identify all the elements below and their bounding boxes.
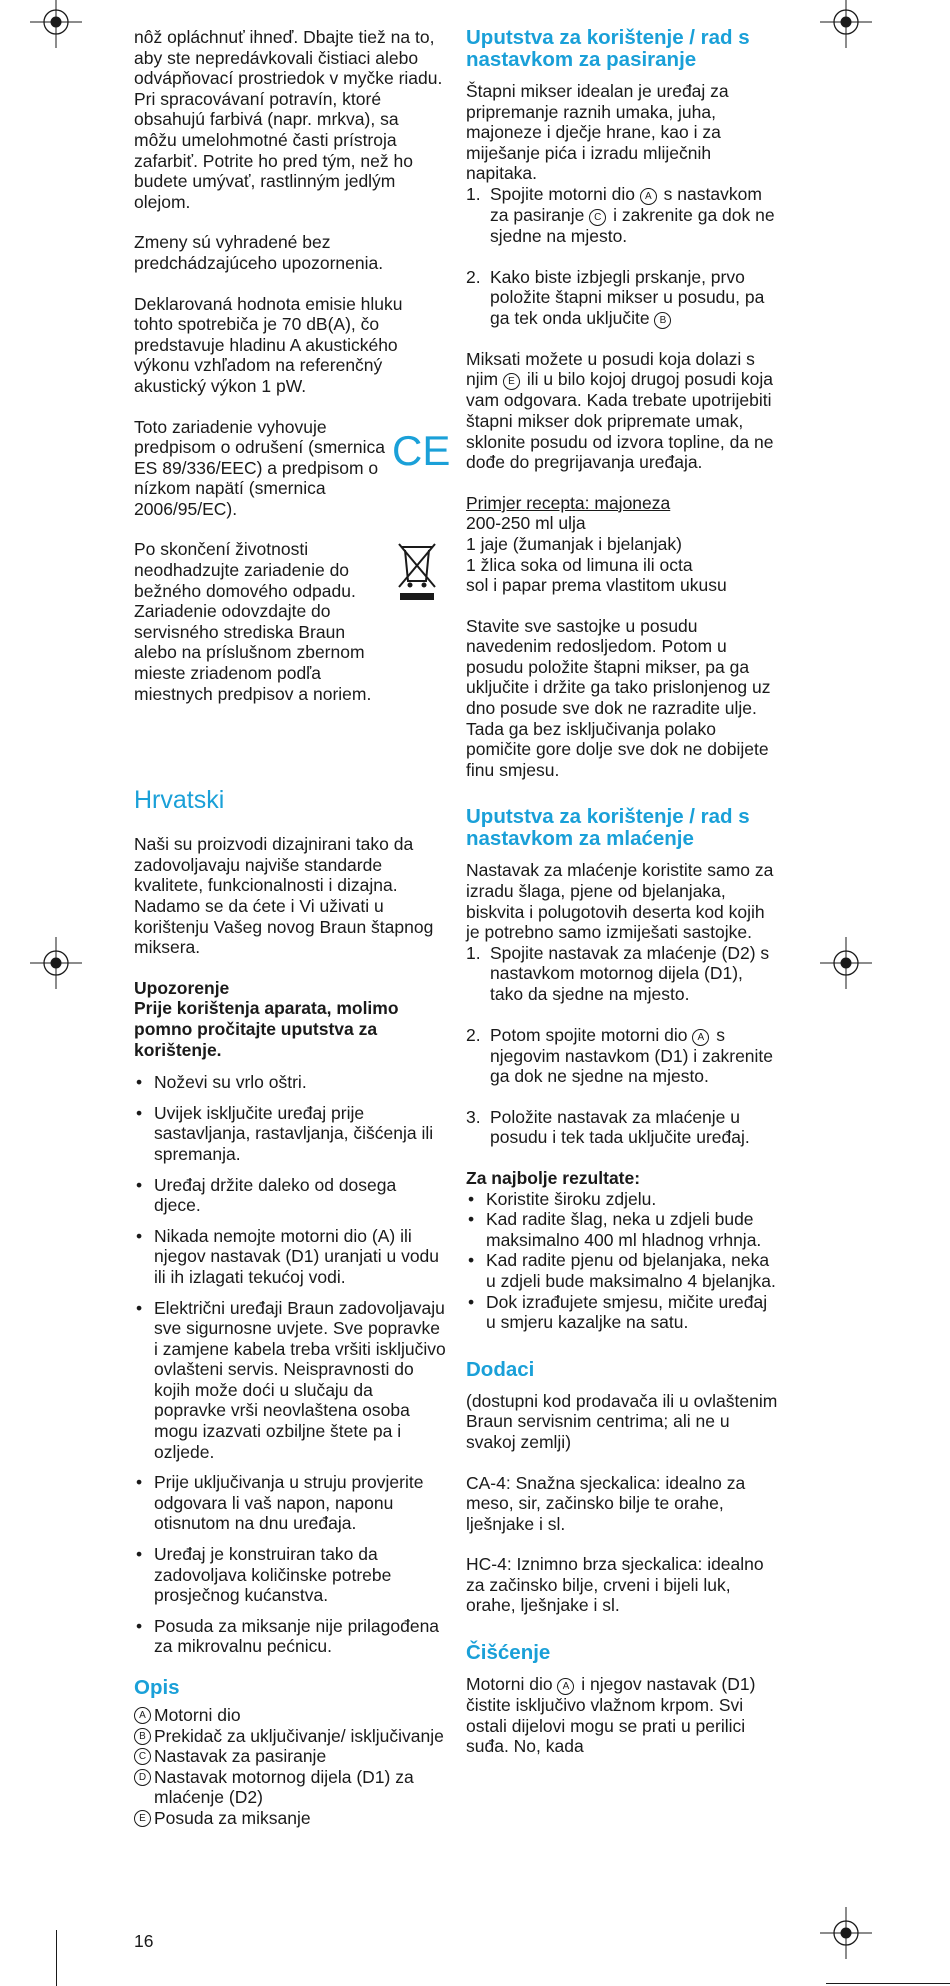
recipe-line: 200-250 ml ulja [466, 513, 586, 534]
hr-intro: Naši su proizvodi dizajnirani tako da zadovoljavaju najviše standarde kvalitete, funkcionalnosti i dizajna. Nadamo se da ćete i Vi uživati u korištenju Vašeg novog Braun štapnog miksera. [134, 834, 434, 958]
section-title-hrvatski: Hrvatski [134, 786, 225, 815]
pas-intro: Štapni mikser idealan je uređaj za pripremanje raznih umaka, juha, majoneze i dječje hrane, kao i za miješanje pića i izradu mliječnih napitaka. [466, 81, 729, 184]
mla-intro: Nastavak za mlaćenje koristite samo za izradu šlaga, pjene od bjelanjaka, biskvita i polugotovih deserta kod kojih je potrebno samo izmiješati sastojke. [466, 860, 774, 943]
registration-mark-top-right-icon [816, 0, 876, 52]
crop-line-bottom-right [826, 1983, 950, 1984]
dodaci-hc4: HC-4: Iznimno brza sjeckalica: idealno za začinsko bilje, crveni i bijeli luk, orahe, lješnjake i sl. [466, 1554, 764, 1616]
warning-text: Prije korištenja aparata, molimo pomno pročitajte uputstva za korištenje. [134, 998, 399, 1060]
section-title-mlacenje: Uputstva za korištenje / rad s nastavkom za mlaćenje [466, 805, 750, 851]
list-item: 2. Potom spojite motorni dio A s njegovim nastavkom (D1) i zakrenite ga dok ne sjedne na mjesto. [466, 1024, 774, 1087]
ciscenje-text: Motorni dio A i njegov nastavak (D1) čistite isključivo vlažnom krpom. Svi ostali dijelovi mogu se prati u perilici suđa. No, kada [466, 1674, 756, 1757]
list-item: • Koristite široku zdjelu. [468, 1188, 657, 1209]
list-item: • Posuda za miksanje nije prilagođena za mikrovalnu pećnicu. [136, 1615, 440, 1657]
list-item: C Nastavak za pasiranje [134, 1746, 446, 1767]
crop-line-bottom-left [56, 1930, 57, 1986]
registration-mark-mid-right-icon [816, 933, 876, 993]
list-item: • Prije uključivanja u struju provjerite odgovara li vaš napon, naponu otisnutom na dnu uređaja. [136, 1472, 424, 1534]
conformity-block [134, 416, 451, 520]
list-item: B Prekidač za uključivanje/ isključivanje [134, 1726, 446, 1747]
registration-mark-bottom-right-icon [816, 1903, 876, 1963]
page-number: 16 [134, 1931, 154, 1951]
list-item: • Uvijek isključite uređaj prije sastavljanja, rastavljanja, čišćenja ili spremanja. [136, 1102, 434, 1164]
warning-list [134, 1072, 446, 1657]
dodaci-note: (dostupni kod prodavača ili u ovlaštenim Braun servisnim centrima; ali ne u svakoj zemlji) [466, 1390, 778, 1452]
list-item: 1. Spojite motorni dio A s nastavkom za pasiranje C i zakrenite ga dok ne sjedne na mjesto. [466, 183, 775, 246]
list-item: • Noževi su vrlo oštri. [136, 1072, 307, 1093]
section-title-ciscenje: Čišćenje [466, 1641, 551, 1665]
list-item: • Uređaj držite daleko od dosega djece. [136, 1174, 397, 1216]
dodaci-ca4: CA-4: Snažna sjeckalica: idealno za meso, sir, začinsko bilje te orahe, lješnjake i sl. [466, 1472, 746, 1534]
list-item: 1. Spojite nastavak za mlaćenje (D2) s nastavkom motornog dijela (D1), tako da sjedne na mjesto. [466, 942, 770, 1004]
ce-mark-icon [390, 426, 451, 474]
coloring-note: Pri spracovávaní potravín, ktoré obsahujú farbivá (napr. mrkva), sa môžu umelohmotné časti prístroja zafarbiť. Potrite ho pred tým, než ho budete umývať, rastlinným jedlým olejom. [134, 88, 413, 212]
section-title-dodaci: Dodaci [466, 1357, 535, 1381]
list-item: • Dok izrađujete smjesu, mičite uređaj u smjeru kazaljke na satu. [468, 1291, 768, 1333]
pas-note: Miksati možete u posudi koja dolazi s njim E ili u bilo kojoj drugoj posudi koja vam odgovara. Kada trebate upotrijebiti štapni mikser dok pripremate umak, sklonite posudu od izvora topline, da ne dođe do pregrijavanja uređaja. [466, 348, 774, 473]
changes-note: Zmeny sú vyhradené bez predchádzajúceho upozornenia. [134, 232, 384, 273]
list-item: 3. Položite nastavak za mlaćenje u posudu i tek tada uključite uređaj. [466, 1106, 750, 1148]
disposal-block [134, 539, 446, 704]
list-item: • Električni uređaji Braun zadovoljavaju sve sigurnosne uvjete. Sve popravke i zamjene kabela treba vršiti isključivo ovlašteni servis. Neispravnosti do kojih može doći u slučaju da popravke vrši neovlaštena osoba mogu izazvati ozbiljne štete pa i ozljede. [136, 1297, 446, 1462]
best-results-title: Za najbolje rezultate: [466, 1167, 641, 1188]
list-item: • Nikada nemojte motorni dio (A) ili njegov nastavak (D1) uranjati u vodu ili ih izlagati tekućoj vodi. [136, 1225, 440, 1287]
recipe-title: Primjer recepta: majoneza [466, 492, 671, 513]
mla-steps [466, 943, 778, 1148]
list-item: • Kad radite pjenu od bjelanjaka, neka u zdjeli bude maksimalno 4 bjelanjka. [468, 1250, 776, 1291]
section-title-opis: Opis [134, 1676, 180, 1699]
best-results-list [466, 1189, 778, 1333]
pas-steps [466, 184, 778, 329]
right-column [466, 27, 778, 1757]
list-item: • Uređaj je konstruiran tako da zadovoljava količinske potrebe prosječnog kućanstva. [136, 1544, 392, 1606]
crossed-bin-icon [396, 541, 438, 603]
section-title-pasiranje: Uputstva za korištenje / rad s nastavkom za pasiranje [466, 26, 750, 71]
recipe-line: 1 jaje (žumanjak i bjelanjak) [466, 533, 682, 554]
registration-mark-top-left-icon [26, 0, 86, 52]
list-item: D Nastavak motornog dijela (D1) za mlaćenje (D2) [134, 1767, 446, 1808]
noise-note: Deklarovaná hodnota emisie hluku tohto spotrebiča je 70 dB(A), čo predstavuje hladinu A akustického výkonu vzhľadom na referenčný akustický výkon 1 pW. [134, 293, 403, 396]
recipe-text: Stavite sve sastojke u posudu navedenim redosljedom. Potom u posudu položite štapni mikser, pa ga uključite i držite ga tako prislonjenog uz dno posude sve dok ne razradite ulje. Tada ga bez isključivanja polako pomičite gore dolje sve dok ne dobijete finu smjesu. [466, 615, 771, 780]
warning-title: Upozorenje [134, 977, 230, 998]
recipe-line: sol i papar prema vlastitom ukusu [466, 575, 727, 596]
svg-text:CE: CE [392, 426, 451, 474]
left-column [134, 27, 451, 1829]
cleaning-note: nôž opláchnuť ihneď. Dbajte tiež na to, aby ste nepredávkovali čistiaci alebo odvápňovací prostriedok v myčke riadu. [134, 27, 443, 89]
recipe-line: 1 žlica soka od limuna ili octa [466, 554, 693, 575]
list-item: E Posuda za miksanje [134, 1808, 446, 1829]
conformity-note: Toto zariadenie vyhovuje predpisom o odrušení (smernica ES 89/336/EEC) a predpisom o nízkom napätí (smernica 2006/95/EC). [134, 416, 385, 519]
registration-mark-mid-left-icon [26, 933, 86, 993]
list-item: • Kad radite šlag, neka u zdjeli bude maksimalno 400 ml hladnog vrhnja. [468, 1209, 762, 1250]
list-item: A Motorni dio [134, 1705, 446, 1726]
list-item: 2. Kako biste izbjegli prskanje, prvo položite štapni mikser u posudu, pa ga tek onda uključite B [466, 266, 765, 328]
disposal-note: Po skončení životnosti neodhadzujte zariadenie do bežného domového odpadu. Zariadenie odovzdajte do servisného strediska Braun alebo na príslušnom zbernom mieste zriadenom podľa miestnych predpisov a noriem. [134, 539, 372, 704]
parts-list [134, 1705, 446, 1829]
